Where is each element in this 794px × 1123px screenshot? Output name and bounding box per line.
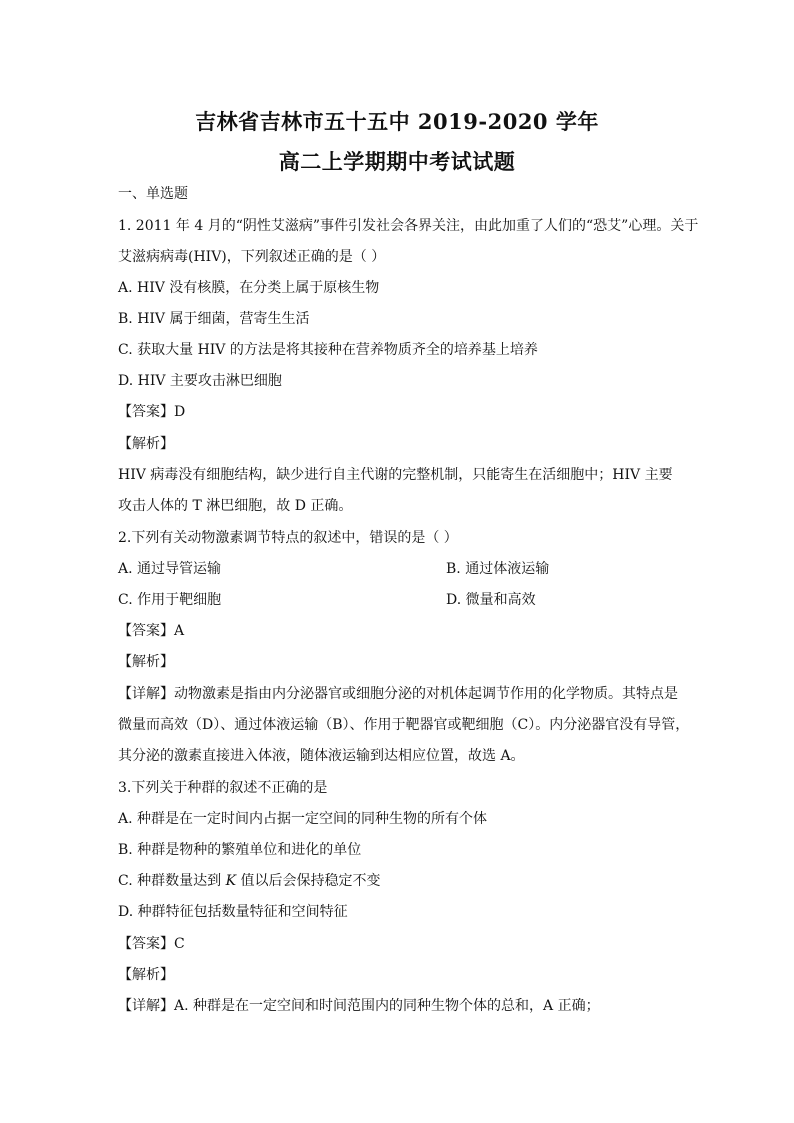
q3-analysis-line1: 【详解】A. 种群是在一定空间和时间范围内的同种生物个体的总和，A 正确； [118,998,600,1014]
q3-option-c [118,871,381,891]
q1-option-a: A. HIV 没有核膜，在分类上属于原核生物 [118,280,380,296]
q3-option-d: D. 种群特征包括数量特征和空间特征 [118,904,348,920]
q3-option-c-prefix: C. 种群数量达到 [118,873,226,889]
q3-option-c-suffix: 值以后会保持稳定不变 [236,873,381,889]
q3-option-b: B. 种群是物种的繁殖单位和进化的单位 [118,842,362,858]
q1-analysis-line1: HIV 病毒没有细胞结构，缺少进行自主代谢的完整机制，只能寄生在活细胞中；HIV 主要 [118,467,673,483]
q2-option-d: D. 微量和高效 [446,592,536,608]
q2-analysis-line3: 其分泌的激素直接进入体液，随体液运输到达相应位置，故选 A。 [118,748,525,764]
q1-analysis-label: 【解析】 [118,436,174,452]
q3-answer: 【答案】C [118,936,185,952]
section-heading: 一、单选题 [118,186,188,202]
q1-stem-line2: 艾滋病病毒(HIV)，下列叙述正确的是（ ） [118,249,386,265]
q2-option-c: C. 作用于靶细胞 [118,592,222,608]
q1-option-c: C. 获取大量 HIV 的方法是将其接种在营养物质齐全的培养基上培养 [118,342,538,358]
q2-option-a: A. 通过导管运输 [118,561,222,577]
q1-stem-line1: 1. 2011 年 4 月的“阴性艾滋病”事件引发社会各界关注，由此加重了人们的“恐艾”心理。关于 [118,218,699,234]
q3-option-c-k-symbol: K [225,873,237,889]
q2-analysis-line2: 微量而高效（D）、通过体液运输（B）、作用于靶器官或靶细胞（C）。内分泌器官没有导管， [118,717,690,733]
q3-stem: 3.下列关于种群的叙述不正确的是 [118,780,328,796]
q3-analysis-label: 【解析】 [118,967,174,983]
q3-option-a: A. 种群是在一定时间内占据一定空间的同种生物的所有个体 [118,811,488,827]
q1-analysis-line2: 攻击人体的 T 淋巴细胞，故 D 正确。 [118,498,353,514]
q2-stem: 2.下列有关动物激素调节特点的叙述中，错误的是（ ） [118,530,458,546]
q2-analysis-line1: 【详解】动物激素是指由内分泌器官或细胞分泌的对机体起调节作用的化学物质。其特点是 [118,686,678,702]
document-title-line1: 吉林省吉林市五十五中 2019-2020 学年 [195,109,599,134]
q1-option-d: D. HIV 主要攻击淋巴细胞 [118,373,282,389]
q2-option-b: B. 通过体液运输 [446,561,550,577]
q2-analysis-label: 【解析】 [118,654,174,670]
q2-answer: 【答案】A [118,623,185,639]
q1-answer: 【答案】D [118,404,186,420]
document-title-line2: 高二上学期期中考试试题 [278,149,516,174]
q1-option-b: B. HIV 属于细菌，营寄生生活 [118,311,310,327]
